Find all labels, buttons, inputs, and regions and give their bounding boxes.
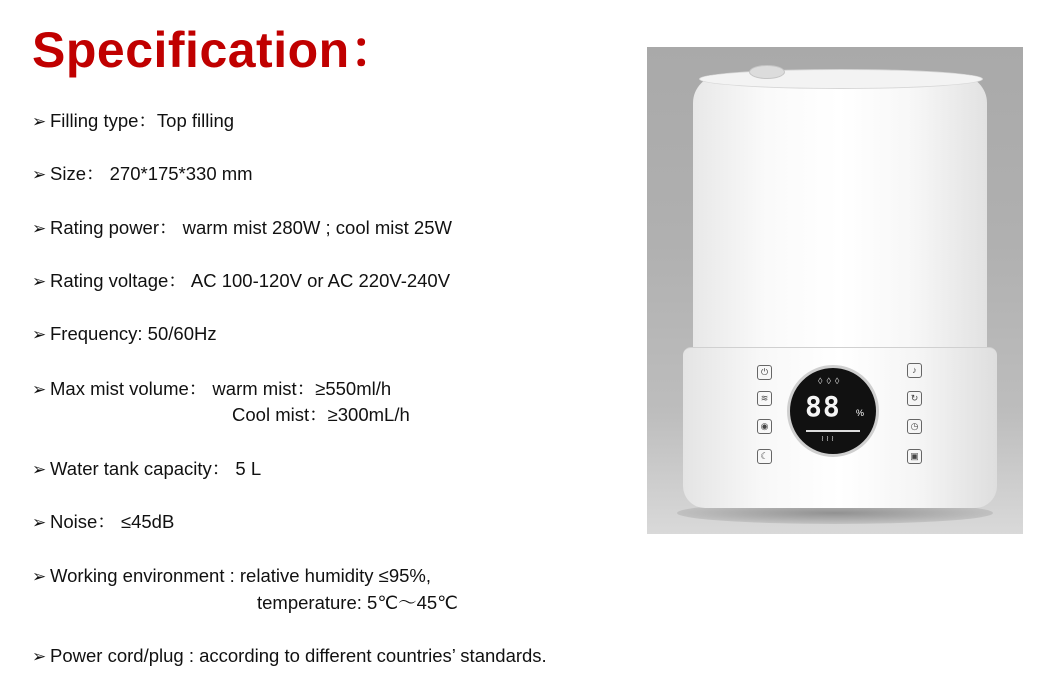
mist-icon: ◉ — [757, 419, 772, 434]
humidifier-product-image — [647, 47, 1023, 534]
humidity-display: 88 — [805, 390, 841, 423]
spec-text: Working environment : relative humidity ≤95%, — [50, 565, 432, 586]
spec-text: Frequency: 50/60Hz — [50, 323, 217, 344]
spec-frequency — [32, 323, 217, 346]
spec-max-mist-volume-cont: Cool mist：≥300mL/h — [232, 404, 410, 425]
spec-rating-voltage — [32, 270, 450, 293]
display-bar — [806, 430, 860, 432]
spec-working-environment — [32, 565, 431, 588]
auto-icon: ↻ — [907, 391, 922, 406]
arrow-bullet-icon: ➢ — [32, 513, 47, 532]
arrow-bullet-icon: ➢ — [32, 325, 47, 344]
arrow-bullet-icon: ➢ — [32, 219, 47, 238]
humidity-unit: % — [856, 408, 865, 418]
heat-icon: ≋ — [757, 391, 772, 406]
spec-text: Rating power： warm mist 280W ; cool mist 25W — [50, 217, 452, 238]
power-icon: ⏻ — [757, 365, 772, 380]
spec-text: Noise： ≤45dB — [50, 511, 175, 532]
spec-text: Power cord/plug : according to different countries’ standards. — [50, 645, 547, 666]
steam-icon: ≀≀≀ — [821, 434, 836, 443]
arrow-bullet-icon: ➢ — [32, 380, 47, 399]
sleep-icon: ☾ — [757, 449, 772, 464]
spec-text: Rating voltage： AC 100-120V or AC 220V-240V — [50, 270, 451, 291]
water-tank — [693, 75, 987, 375]
arrow-bullet-icon: ➢ — [32, 112, 47, 131]
arrow-bullet-icon: ➢ — [32, 460, 47, 479]
spec-working-environment-cont: temperature: 5℃～45℃ — [257, 592, 458, 613]
spec-rating-power — [32, 217, 452, 240]
fill-knob — [749, 65, 785, 79]
spec-text: Size： 270*175*330 mm — [50, 163, 253, 184]
lock-icon: ▣ — [907, 449, 922, 464]
spec-size — [32, 163, 253, 186]
arrow-bullet-icon: ➢ — [32, 272, 47, 291]
spec-max-mist-volume — [32, 378, 391, 401]
tank-lid — [699, 69, 983, 89]
clock-icon: ◷ — [907, 419, 922, 434]
status-icons: ◊◊◊ — [818, 376, 844, 386]
display-dial — [787, 365, 879, 457]
arrow-bullet-icon: ➢ — [32, 165, 47, 184]
timer-icon: ♪ — [907, 363, 922, 378]
spec-power-cord — [32, 645, 547, 668]
page-title: Specification： — [32, 22, 401, 78]
arrow-bullet-icon: ➢ — [32, 647, 47, 666]
spec-text: Water tank capacity： 5 L — [50, 458, 262, 479]
spec-text: Max mist volume： warm mist：≥550ml/h — [50, 378, 392, 399]
arrow-bullet-icon: ➢ — [32, 567, 47, 586]
spec-filling-type — [32, 110, 234, 133]
spec-text: Filling type：Top filling — [50, 110, 235, 131]
spec-water-tank-capacity — [32, 458, 261, 481]
spec-noise — [32, 511, 174, 534]
